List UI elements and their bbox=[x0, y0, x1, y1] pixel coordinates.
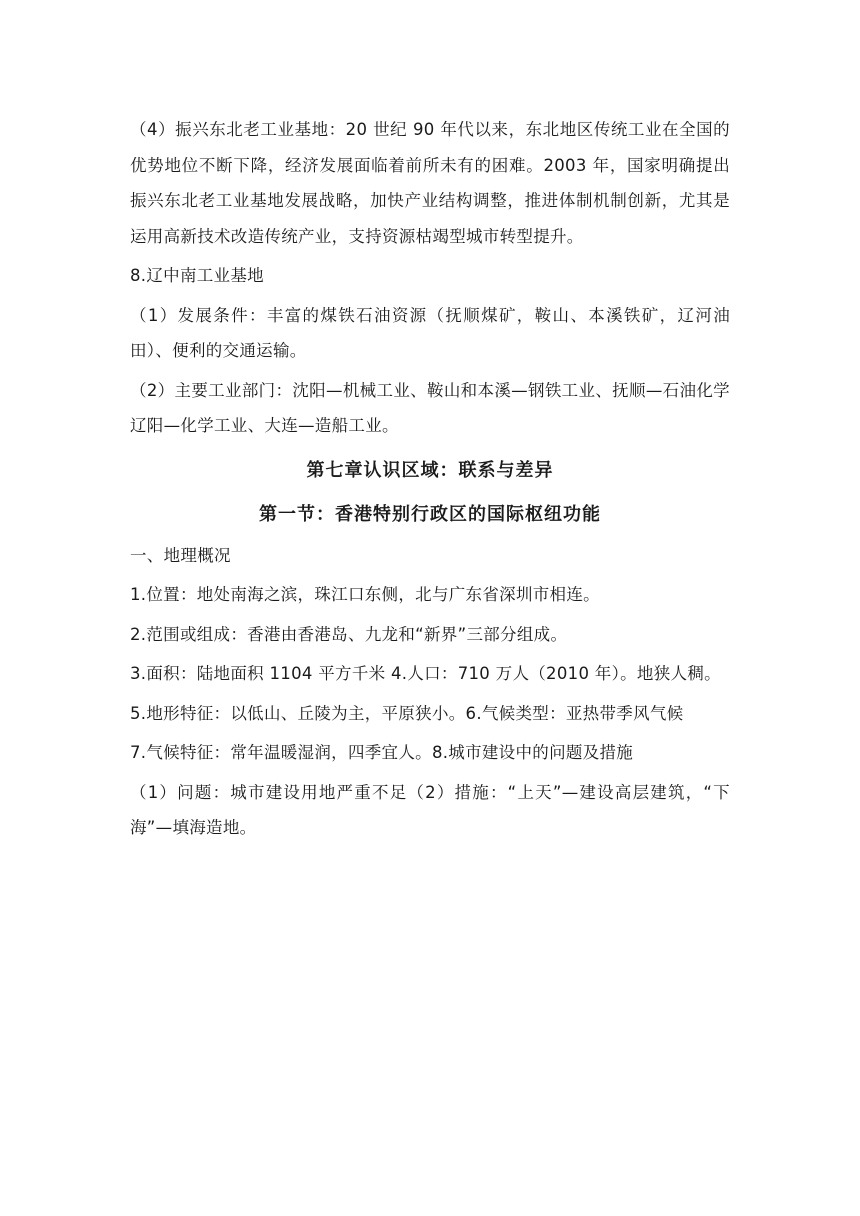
paragraph-geography-overview: 一、地理概况 bbox=[130, 545, 231, 565]
section-title: 第一节：香港特别行政区的国际枢纽功能 bbox=[259, 503, 601, 525]
document-body bbox=[130, 112, 730, 850]
paragraph-area-population: 3.面积：陆地面积 1104 平方千米 4.人口：710 万人（2010 年）。地狭人稠。 bbox=[130, 664, 721, 683]
chapter-title: 第七章认识区域：联系与差异 bbox=[306, 459, 554, 481]
paragraph-terrain-climate-type: 5.地形特征：以低山、丘陵为主，平原狭小。6.气候类型：亚热带季风气候 bbox=[130, 703, 684, 723]
paragraph-northeast-revitalization: （4）振兴东北老工业基地：20 世纪 90 年代以来，东北地区传统工业在全国的优势地位不断下降，经济发展面临着前所未有的困难。2003 年，国家明确提出振兴东北老工业基地发展战略，加快产业结构调整，推进体制机制创新，尤其是运用高新技术改造传统产业，支持资源枯竭型城市转型提升。 bbox=[130, 120, 730, 246]
paragraph-climate-features: 7.气候特征：常年温暖湿润，四季宜人。8.城市建设中的问题及措施 bbox=[130, 743, 634, 762]
paragraph-development-conditions: （1）发展条件：丰富的煤铁石油资源（抚顺煤矿，鞍山、本溪铁矿，辽河油田）、便利的交通运输。 bbox=[130, 305, 730, 360]
paragraph-main-industries: （2）主要工业部门：沈阳—机械工业、鞍山和本溪—钢铁工业、抚顺—石油化学辽阳—化学工业、大连—造船工业。 bbox=[130, 380, 730, 435]
paragraph-location: 1.位置：地处南海之滨，珠江口东侧，北与广东省深圳市相连。 bbox=[130, 585, 600, 604]
paragraph-problems-measures: （1）问题：城市建设用地严重不足（2）措施：“上天”—建设高层建筑，“下海”—填海造地。 bbox=[130, 782, 730, 837]
paragraph-scope: 2.范围或组成：香港由香港岛、九龙和“新界”三部分组成。 bbox=[130, 624, 568, 644]
paragraph-liaozhongnan-heading: 8.辽中南工业基地 bbox=[130, 266, 264, 285]
